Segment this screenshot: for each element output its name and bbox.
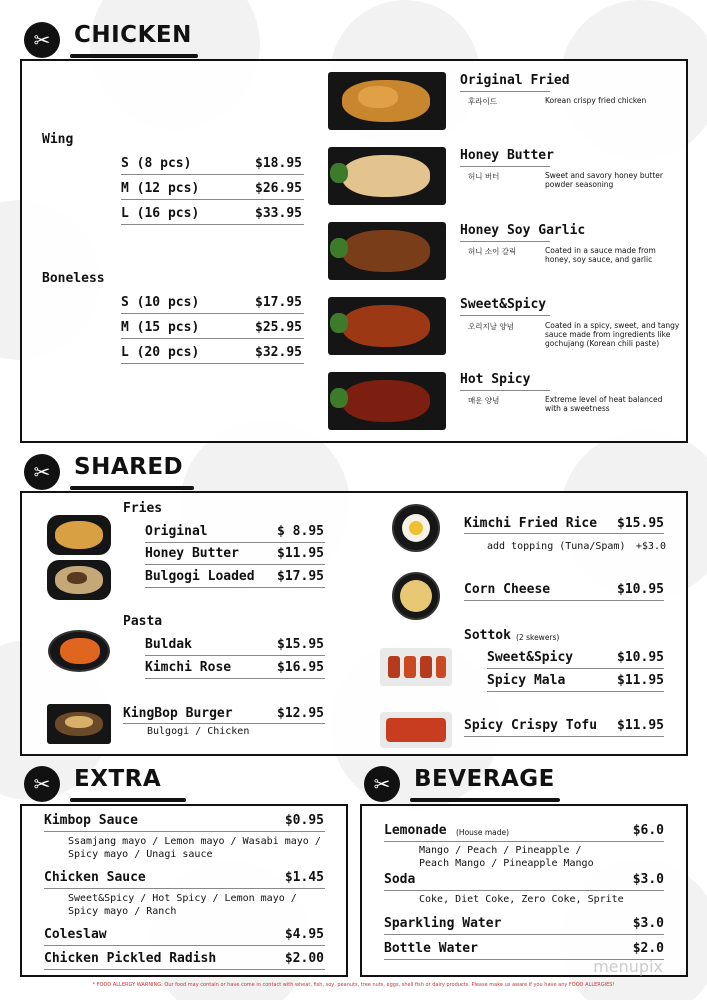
burger-options: Bulgogi / Chicken [147, 726, 250, 737]
radish-name: Chicken Pickled Radish [44, 951, 217, 966]
bottle-water-price: $2.0 [632, 941, 664, 956]
beverage-section-header [364, 764, 564, 804]
soda-name: Soda [384, 872, 416, 887]
shared-section-header [24, 452, 204, 492]
chicken-section-title: CHICKEN [74, 22, 192, 48]
pasta-item-name: Kimchi Rose [145, 660, 232, 675]
sottok-item-name: Spicy Mala [487, 673, 566, 688]
honey-soy-garlic-image [328, 222, 446, 280]
boneless-size-m: M (15 pcs) [121, 320, 200, 335]
sottok-image [380, 648, 452, 686]
pasta-item-name: Buldak [145, 637, 192, 652]
wing-size-l: L (16 pcs) [121, 206, 200, 221]
wing-price-s: $18.95 [255, 156, 302, 171]
original-fried-image [328, 72, 446, 130]
kimchi-topping-price: +$3.0 [635, 541, 666, 552]
burger-price: $12.95 [277, 706, 324, 721]
flavor-name: Honey Butter [460, 148, 554, 163]
wing-size-s: S (8 pcs) [121, 156, 192, 171]
coleslaw-price: $4.95 [284, 927, 324, 942]
flavor-korean: 허니 버터 [468, 172, 500, 181]
chicken-sauce-options: Sweet&Spicy / Hot Spicy / Lemon mayo / [68, 893, 297, 904]
coleslaw-name: Coleslaw [44, 927, 107, 942]
flavor-desc: Extreme level of heat balanced with a sweetness [545, 395, 663, 413]
sottok-item-name: Sweet&Spicy [487, 650, 574, 665]
hot-spicy-image [328, 372, 446, 430]
boneless-size-l: L (20 pcs) [121, 345, 200, 360]
burger-image [47, 704, 111, 744]
utensils-icon: ✂ [364, 766, 400, 802]
soda-price: $3.0 [632, 872, 664, 887]
kimchi-fried-rice-price: $15.95 [617, 516, 664, 531]
fries-item-name: Bulgogi Loaded [145, 569, 255, 584]
wing-label: Wing [42, 132, 74, 147]
wing-price-l: $33.95 [255, 206, 302, 221]
boneless-price-s: $17.95 [255, 295, 302, 310]
flavor-desc: Coated in a spicy, sweet, and tangy sauce made from ingredients like gochujang (Korean chili paste) [545, 321, 680, 348]
kimbop-sauce-options: Ssamjang mayo / Lemon mayo / Wasabi mayo / [68, 836, 321, 847]
extra-section-header [24, 764, 184, 804]
bottle-water-name: Bottle Water [384, 941, 478, 956]
boneless-size-s: S (10 pcs) [121, 295, 200, 310]
kimchi-fried-rice-image [392, 504, 440, 552]
chicken-section-header [24, 20, 204, 60]
boneless-label: Boneless [42, 271, 105, 286]
boneless-price-m: $25.95 [255, 320, 302, 335]
kimbop-sauce-name: Kimbop Sauce [44, 813, 138, 828]
utensils-icon: ✂ [24, 454, 60, 490]
pasta-item-price: $15.95 [277, 637, 324, 652]
pasta-image [48, 630, 110, 672]
chicken-sauce-name: Chicken Sauce [44, 870, 146, 885]
soda-options: Coke, Diet Coke, Zero Coke, Sprite [419, 894, 624, 905]
tofu-price: $11.95 [617, 718, 664, 733]
sparkling-water-price: $3.0 [632, 916, 664, 931]
burger-name: KingBop Burger [123, 706, 233, 721]
sottok-note: (2 skewers) [516, 633, 560, 642]
sottok-item-price: $11.95 [617, 673, 664, 688]
flavor-name: Sweet&Spicy [460, 297, 547, 312]
extra-section-title: EXTRA [74, 766, 162, 792]
flavor-korean: 매운 양념 [468, 396, 500, 405]
fries-item-name: Original [145, 524, 208, 539]
fries-item-price: $11.95 [277, 546, 324, 561]
corn-cheese-image [392, 572, 440, 620]
wing-price-m: $26.95 [255, 181, 302, 196]
utensils-icon: ✂ [24, 22, 60, 58]
honey-butter-image [328, 147, 446, 205]
flavor-desc: Korean crispy fried chicken [545, 96, 647, 105]
utensils-icon: ✂ [24, 766, 60, 802]
lemonade-price: $6.0 [632, 823, 664, 838]
kimchi-fried-rice-name: Kimchi Fried Rice [464, 516, 598, 531]
loaded-fries-image [47, 560, 111, 600]
chicken-sauce-price: $1.45 [284, 870, 324, 885]
flavor-korean: 후라이드 [468, 97, 497, 106]
flavor-name: Original Fried [460, 73, 570, 88]
corn-cheese-name: Corn Cheese [464, 582, 551, 597]
lemonade-options: Mango / Peach / Pineapple / [419, 845, 582, 856]
allergy-warning: * FOOD ALLERGY WARNING: Our food may contain or have come in contact with wheat, fish, soy, peanuts, tree nuts, eggs, shell fish or dairy products. Please make us aware if you have any FOOD ALLERGIES! [92, 982, 615, 988]
fries-item-price: $ 8.95 [277, 524, 324, 539]
flavor-desc: Coated in a sauce made from honey, soy sauce, and garlic [545, 246, 656, 264]
pasta-label: Pasta [123, 614, 163, 629]
lemonade-options: Peach Mango / Pineapple Mango [419, 858, 594, 869]
beverage-section-title: BEVERAGE [414, 766, 555, 792]
lemonade-name: Lemonade [384, 823, 447, 838]
fries-item-price: $17.95 [277, 569, 324, 584]
chicken-sauce-options: Spicy mayo / Ranch [68, 906, 177, 917]
flavor-name: Honey Soy Garlic [460, 223, 586, 238]
watermark: menupix [593, 957, 663, 976]
flavor-name: Hot Spicy [460, 372, 531, 387]
pasta-item-price: $16.95 [277, 660, 324, 675]
flavor-desc: Sweet and savory honey butter powder seasoning [545, 171, 664, 189]
flavor-korean: 오리지날 양념 [468, 322, 514, 331]
shared-section-title: SHARED [74, 454, 184, 480]
kimbop-sauce-options: Spicy mayo / Unagi sauce [68, 849, 213, 860]
radish-price: $2.00 [284, 951, 324, 966]
lemonade-note: (House made) [456, 828, 510, 837]
kimbop-sauce-price: $0.95 [284, 813, 324, 828]
kimchi-topping: add topping (Tuna/Spam) [487, 541, 626, 552]
sparkling-water-name: Sparkling Water [384, 916, 502, 931]
sottok-item-price: $10.95 [617, 650, 664, 665]
fries-image [47, 515, 111, 555]
fries-label: Fries [123, 501, 163, 516]
flavor-korean: 허니 소이 갈릭 [468, 247, 517, 256]
boneless-price-l: $32.95 [255, 345, 302, 360]
sottok-label: Sottok [464, 628, 511, 643]
wing-size-m: M (12 pcs) [121, 181, 200, 196]
corn-cheese-price: $10.95 [617, 582, 664, 597]
tofu-image [380, 712, 452, 748]
fries-item-name: Honey Butter [145, 546, 239, 561]
sweet-spicy-image [328, 297, 446, 355]
tofu-name: Spicy Crispy Tofu [464, 718, 598, 733]
